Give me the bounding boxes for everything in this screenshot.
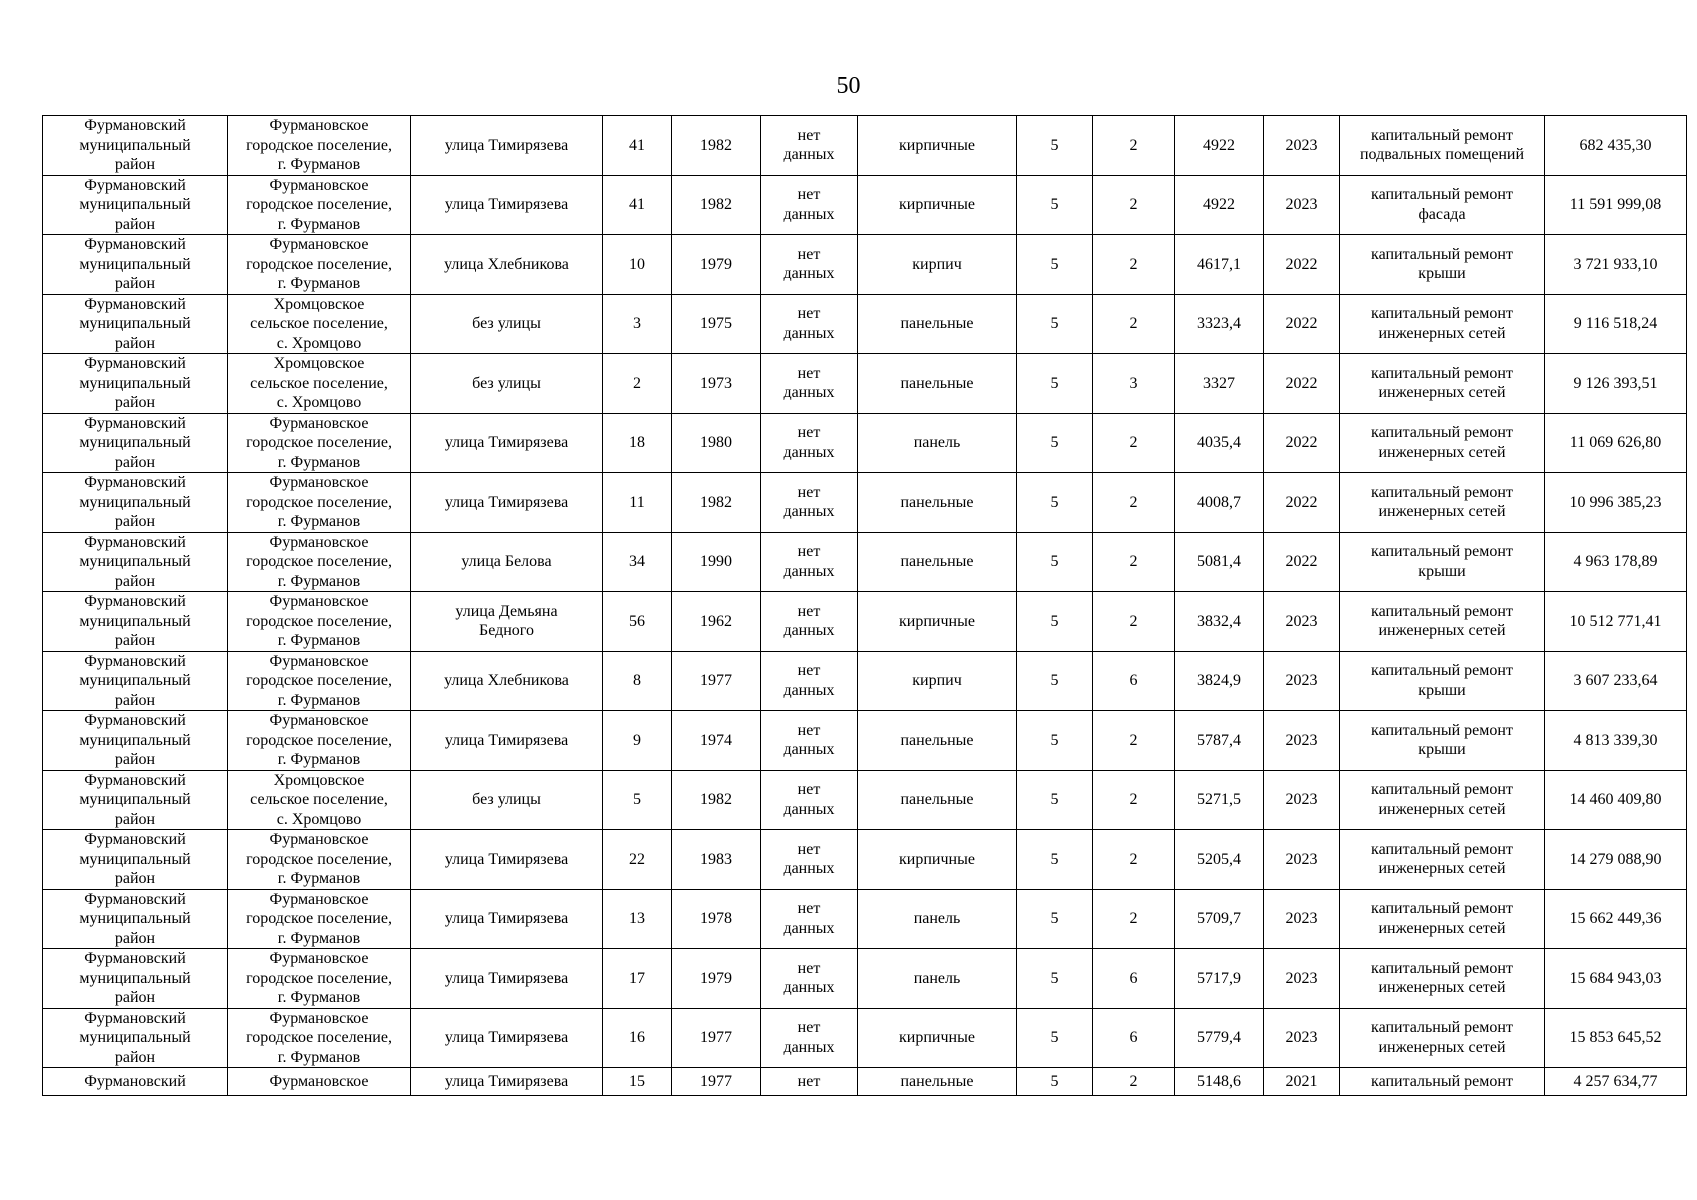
cell-entrances: 2 xyxy=(1093,473,1175,533)
cell-entrances: 6 xyxy=(1093,651,1175,711)
cell-repair-year: 2022 xyxy=(1264,473,1340,533)
cell-settlement: Фурмановское городское поселение, г. Фурманов xyxy=(228,711,411,771)
cell-entrances: 2 xyxy=(1093,770,1175,830)
cell-reconstruction-year: нет данных xyxy=(761,889,858,949)
cell-wall-material: кирпичные xyxy=(858,116,1017,176)
cell-floors: 5 xyxy=(1017,711,1093,771)
cell-area: 4035,4 xyxy=(1175,413,1264,473)
table-row xyxy=(43,1008,1687,1068)
cell-municipal-district: Фурмановский муниципальный район xyxy=(43,294,228,354)
cell-wall-material: кирпич xyxy=(858,651,1017,711)
cell-municipal-district: Фурмановский муниципальный район xyxy=(43,770,228,830)
cell-repair-year: 2023 xyxy=(1264,711,1340,771)
cell-repair-type: капитальный ремонт подвальных помещений xyxy=(1340,116,1545,176)
cell-entrances: 2 xyxy=(1093,116,1175,176)
cell-build-year: 1975 xyxy=(672,294,761,354)
cell-street: улица Тимирязева xyxy=(411,889,603,949)
cell-build-year: 1977 xyxy=(672,1008,761,1068)
cell-area: 4617,1 xyxy=(1175,235,1264,295)
cell-house-number: 10 xyxy=(603,235,672,295)
cell-settlement: Хромцовское сельское поселение, с. Хромцово xyxy=(228,770,411,830)
cell-repair-cost: 11 591 999,08 xyxy=(1545,175,1687,235)
cell-floors: 5 xyxy=(1017,473,1093,533)
cell-build-year: 1980 xyxy=(672,413,761,473)
cell-house-number: 2 xyxy=(603,354,672,414)
cell-repair-year: 2023 xyxy=(1264,592,1340,652)
table-row xyxy=(43,235,1687,295)
cell-area: 3323,4 xyxy=(1175,294,1264,354)
cell-street: улица Тимирязева xyxy=(411,116,603,176)
housing-repair-table xyxy=(42,115,1687,1096)
cell-area: 5779,4 xyxy=(1175,1008,1264,1068)
cell-house-number: 3 xyxy=(603,294,672,354)
cell-entrances: 6 xyxy=(1093,1008,1175,1068)
cell-municipal-district: Фурмановский муниципальный район xyxy=(43,532,228,592)
cell-wall-material: кирпичные xyxy=(858,175,1017,235)
cell-repair-cost: 682 435,30 xyxy=(1545,116,1687,176)
cell-entrances: 2 xyxy=(1093,294,1175,354)
cell-house-number: 8 xyxy=(603,651,672,711)
cell-wall-material: панельные xyxy=(858,354,1017,414)
cell-municipal-district: Фурмановский xyxy=(43,1068,228,1096)
cell-street: улица Тимирязева xyxy=(411,1008,603,1068)
cell-settlement: Фурмановское xyxy=(228,1068,411,1096)
cell-floors: 5 xyxy=(1017,1008,1093,1068)
cell-municipal-district: Фурмановский муниципальный район xyxy=(43,889,228,949)
cell-repair-type: капитальный ремонт инженерных сетей xyxy=(1340,1008,1545,1068)
cell-entrances: 2 xyxy=(1093,413,1175,473)
cell-street: улица Тимирязева xyxy=(411,830,603,890)
cell-area: 4922 xyxy=(1175,116,1264,176)
cell-build-year: 1974 xyxy=(672,711,761,771)
table-row xyxy=(43,651,1687,711)
cell-municipal-district: Фурмановский муниципальный район xyxy=(43,592,228,652)
cell-area: 5148,6 xyxy=(1175,1068,1264,1096)
cell-settlement: Фурмановское городское поселение, г. Фурманов xyxy=(228,235,411,295)
cell-repair-cost: 15 662 449,36 xyxy=(1545,889,1687,949)
cell-entrances: 2 xyxy=(1093,889,1175,949)
cell-repair-year: 2022 xyxy=(1264,354,1340,414)
cell-municipal-district: Фурмановский муниципальный район xyxy=(43,651,228,711)
cell-repair-cost: 10 996 385,23 xyxy=(1545,473,1687,533)
cell-build-year: 1962 xyxy=(672,592,761,652)
cell-street: улица Тимирязева xyxy=(411,473,603,533)
cell-house-number: 13 xyxy=(603,889,672,949)
cell-wall-material: панельные xyxy=(858,532,1017,592)
cell-reconstruction-year: нет данных xyxy=(761,116,858,176)
cell-entrances: 2 xyxy=(1093,235,1175,295)
cell-floors: 5 xyxy=(1017,116,1093,176)
cell-entrances: 2 xyxy=(1093,830,1175,890)
cell-house-number: 11 xyxy=(603,473,672,533)
cell-settlement: Фурмановское городское поселение, г. Фурманов xyxy=(228,830,411,890)
cell-settlement: Фурмановское городское поселение, г. Фурманов xyxy=(228,592,411,652)
cell-repair-cost: 11 069 626,80 xyxy=(1545,413,1687,473)
cell-reconstruction-year: нет данных xyxy=(761,949,858,1009)
cell-repair-cost: 3 607 233,64 xyxy=(1545,651,1687,711)
cell-settlement: Фурмановское городское поселение, г. Фурманов xyxy=(228,413,411,473)
cell-repair-type: капитальный ремонт крыши xyxy=(1340,235,1545,295)
cell-repair-type: капитальный ремонт инженерных сетей xyxy=(1340,592,1545,652)
cell-house-number: 9 xyxy=(603,711,672,771)
table-row xyxy=(43,889,1687,949)
cell-floors: 5 xyxy=(1017,592,1093,652)
table-row xyxy=(43,413,1687,473)
cell-wall-material: панельные xyxy=(858,1068,1017,1096)
cell-build-year: 1982 xyxy=(672,175,761,235)
cell-reconstruction-year: нет данных xyxy=(761,413,858,473)
cell-settlement: Фурмановское городское поселение, г. Фурманов xyxy=(228,651,411,711)
cell-entrances: 2 xyxy=(1093,1068,1175,1096)
cell-repair-year: 2023 xyxy=(1264,116,1340,176)
cell-repair-type: капитальный ремонт инженерных сетей xyxy=(1340,294,1545,354)
cell-reconstruction-year: нет данных xyxy=(761,294,858,354)
cell-house-number: 22 xyxy=(603,830,672,890)
cell-street: улица Демьяна Бедного xyxy=(411,592,603,652)
cell-municipal-district: Фурмановский муниципальный район xyxy=(43,949,228,1009)
cell-reconstruction-year: нет данных xyxy=(761,354,858,414)
cell-reconstruction-year: нет данных xyxy=(761,711,858,771)
cell-floors: 5 xyxy=(1017,413,1093,473)
table-body xyxy=(43,116,1687,1096)
cell-municipal-district: Фурмановский муниципальный район xyxy=(43,354,228,414)
table-row xyxy=(43,711,1687,771)
table-row xyxy=(43,473,1687,533)
cell-wall-material: панельные xyxy=(858,294,1017,354)
cell-build-year: 1983 xyxy=(672,830,761,890)
cell-repair-type: капитальный ремонт инженерных сетей xyxy=(1340,413,1545,473)
table-row xyxy=(43,949,1687,1009)
cell-street: улица Тимирязева xyxy=(411,949,603,1009)
cell-reconstruction-year: нет данных xyxy=(761,473,858,533)
cell-area: 4008,7 xyxy=(1175,473,1264,533)
cell-repair-type: капитальный ремонт крыши xyxy=(1340,711,1545,771)
cell-repair-cost: 15 853 645,52 xyxy=(1545,1008,1687,1068)
cell-reconstruction-year: нет xyxy=(761,1068,858,1096)
cell-build-year: 1977 xyxy=(672,1068,761,1096)
cell-wall-material: панельные xyxy=(858,770,1017,830)
cell-wall-material: панель xyxy=(858,949,1017,1009)
table-row xyxy=(43,294,1687,354)
cell-house-number: 5 xyxy=(603,770,672,830)
cell-build-year: 1978 xyxy=(672,889,761,949)
cell-repair-type: капитальный ремонт инженерных сетей xyxy=(1340,473,1545,533)
cell-floors: 5 xyxy=(1017,532,1093,592)
cell-repair-year: 2022 xyxy=(1264,294,1340,354)
cell-repair-year: 2023 xyxy=(1264,651,1340,711)
cell-repair-cost: 15 684 943,03 xyxy=(1545,949,1687,1009)
cell-settlement: Фурмановское городское поселение, г. Фурманов xyxy=(228,116,411,176)
cell-area: 5709,7 xyxy=(1175,889,1264,949)
cell-repair-year: 2023 xyxy=(1264,889,1340,949)
cell-build-year: 1982 xyxy=(672,116,761,176)
cell-street: без улицы xyxy=(411,294,603,354)
cell-reconstruction-year: нет данных xyxy=(761,651,858,711)
cell-wall-material: панель xyxy=(858,889,1017,949)
cell-house-number: 16 xyxy=(603,1008,672,1068)
cell-floors: 5 xyxy=(1017,770,1093,830)
cell-build-year: 1982 xyxy=(672,770,761,830)
cell-street: без улицы xyxy=(411,354,603,414)
cell-settlement: Хромцовское сельское поселение, с. Хромцово xyxy=(228,294,411,354)
cell-street: улица Хлебникова xyxy=(411,235,603,295)
cell-entrances: 2 xyxy=(1093,532,1175,592)
cell-repair-type: капитальный ремонт крыши xyxy=(1340,651,1545,711)
cell-wall-material: кирпичные xyxy=(858,830,1017,890)
cell-repair-type: капитальный ремонт крыши xyxy=(1340,532,1545,592)
cell-repair-cost: 9 116 518,24 xyxy=(1545,294,1687,354)
cell-municipal-district: Фурмановский муниципальный район xyxy=(43,235,228,295)
cell-wall-material: кирпичные xyxy=(858,592,1017,652)
cell-street: без улицы xyxy=(411,770,603,830)
cell-repair-cost: 3 721 933,10 xyxy=(1545,235,1687,295)
cell-entrances: 2 xyxy=(1093,711,1175,771)
cell-street: улица Белова xyxy=(411,532,603,592)
table-row xyxy=(43,830,1687,890)
cell-settlement: Фурмановское городское поселение, г. Фурманов xyxy=(228,175,411,235)
cell-area: 5205,4 xyxy=(1175,830,1264,890)
table-row xyxy=(43,354,1687,414)
cell-municipal-district: Фурмановский муниципальный район xyxy=(43,1008,228,1068)
cell-entrances: 3 xyxy=(1093,354,1175,414)
cell-house-number: 18 xyxy=(603,413,672,473)
cell-reconstruction-year: нет данных xyxy=(761,770,858,830)
cell-floors: 5 xyxy=(1017,651,1093,711)
cell-house-number: 15 xyxy=(603,1068,672,1096)
cell-floors: 5 xyxy=(1017,889,1093,949)
cell-floors: 5 xyxy=(1017,949,1093,1009)
cell-area: 3832,4 xyxy=(1175,592,1264,652)
cell-settlement: Фурмановское городское поселение, г. Фурманов xyxy=(228,1008,411,1068)
cell-repair-cost: 14 279 088,90 xyxy=(1545,830,1687,890)
table-row xyxy=(43,175,1687,235)
cell-reconstruction-year: нет данных xyxy=(761,830,858,890)
cell-settlement: Фурмановское городское поселение, г. Фурманов xyxy=(228,473,411,533)
cell-wall-material: кирпичные xyxy=(858,1008,1017,1068)
cell-repair-cost: 14 460 409,80 xyxy=(1545,770,1687,830)
cell-repair-type: капитальный ремонт инженерных сетей xyxy=(1340,889,1545,949)
cell-repair-type: капитальный ремонт xyxy=(1340,1068,1545,1096)
cell-street: улица Тимирязева xyxy=(411,413,603,473)
table-row xyxy=(43,532,1687,592)
cell-entrances: 6 xyxy=(1093,949,1175,1009)
cell-build-year: 1990 xyxy=(672,532,761,592)
cell-municipal-district: Фурмановский муниципальный район xyxy=(43,711,228,771)
cell-reconstruction-year: нет данных xyxy=(761,532,858,592)
cell-street: улица Тимирязева xyxy=(411,175,603,235)
cell-municipal-district: Фурмановский муниципальный район xyxy=(43,830,228,890)
cell-entrances: 2 xyxy=(1093,592,1175,652)
cell-area: 5787,4 xyxy=(1175,711,1264,771)
cell-municipal-district: Фурмановский муниципальный район xyxy=(43,473,228,533)
cell-house-number: 17 xyxy=(603,949,672,1009)
cell-floors: 5 xyxy=(1017,830,1093,890)
cell-build-year: 1977 xyxy=(672,651,761,711)
cell-wall-material: панель xyxy=(858,413,1017,473)
cell-area: 3327 xyxy=(1175,354,1264,414)
cell-house-number: 41 xyxy=(603,175,672,235)
cell-repair-cost: 4 257 634,77 xyxy=(1545,1068,1687,1096)
cell-repair-year: 2023 xyxy=(1264,770,1340,830)
cell-repair-cost: 9 126 393,51 xyxy=(1545,354,1687,414)
cell-area: 4922 xyxy=(1175,175,1264,235)
cell-area: 5717,9 xyxy=(1175,949,1264,1009)
table-row xyxy=(43,1068,1687,1096)
cell-repair-year: 2021 xyxy=(1264,1068,1340,1096)
cell-repair-type: капитальный ремонт инженерных сетей xyxy=(1340,830,1545,890)
cell-settlement: Фурмановское городское поселение, г. Фурманов xyxy=(228,949,411,1009)
cell-floors: 5 xyxy=(1017,1068,1093,1096)
cell-house-number: 56 xyxy=(603,592,672,652)
cell-municipal-district: Фурмановский муниципальный район xyxy=(43,413,228,473)
cell-wall-material: панельные xyxy=(858,473,1017,533)
cell-floors: 5 xyxy=(1017,175,1093,235)
cell-wall-material: кирпич xyxy=(858,235,1017,295)
cell-municipal-district: Фурмановский муниципальный район xyxy=(43,116,228,176)
page-number: 50 xyxy=(836,73,861,99)
cell-floors: 5 xyxy=(1017,354,1093,414)
cell-repair-year: 2022 xyxy=(1264,413,1340,473)
cell-repair-cost: 4 813 339,30 xyxy=(1545,711,1687,771)
cell-repair-cost: 4 963 178,89 xyxy=(1545,532,1687,592)
table-row xyxy=(43,116,1687,176)
cell-wall-material: панельные xyxy=(858,711,1017,771)
cell-reconstruction-year: нет данных xyxy=(761,175,858,235)
cell-area: 3824,9 xyxy=(1175,651,1264,711)
cell-repair-type: капитальный ремонт инженерных сетей xyxy=(1340,354,1545,414)
cell-reconstruction-year: нет данных xyxy=(761,235,858,295)
cell-entrances: 2 xyxy=(1093,175,1175,235)
cell-repair-year: 2022 xyxy=(1264,235,1340,295)
cell-build-year: 1979 xyxy=(672,949,761,1009)
cell-settlement: Хромцовское сельское поселение, с. Хромцово xyxy=(228,354,411,414)
cell-street: улица Хлебникова xyxy=(411,651,603,711)
cell-settlement: Фурмановское городское поселение, г. Фурманов xyxy=(228,532,411,592)
cell-reconstruction-year: нет данных xyxy=(761,1008,858,1068)
cell-repair-type: капитальный ремонт фасада xyxy=(1340,175,1545,235)
cell-floors: 5 xyxy=(1017,235,1093,295)
cell-repair-type: капитальный ремонт инженерных сетей xyxy=(1340,949,1545,1009)
cell-street: улица Тимирязева xyxy=(411,1068,603,1096)
cell-repair-year: 2022 xyxy=(1264,532,1340,592)
cell-reconstruction-year: нет данных xyxy=(761,592,858,652)
cell-area: 5271,5 xyxy=(1175,770,1264,830)
cell-settlement: Фурмановское городское поселение, г. Фурманов xyxy=(228,889,411,949)
cell-repair-year: 2023 xyxy=(1264,830,1340,890)
cell-build-year: 1982 xyxy=(672,473,761,533)
cell-build-year: 1973 xyxy=(672,354,761,414)
cell-municipal-district: Фурмановский муниципальный район xyxy=(43,175,228,235)
cell-repair-type: капитальный ремонт инженерных сетей xyxy=(1340,770,1545,830)
table-row xyxy=(43,770,1687,830)
cell-house-number: 41 xyxy=(603,116,672,176)
cell-repair-year: 2023 xyxy=(1264,1008,1340,1068)
cell-floors: 5 xyxy=(1017,294,1093,354)
cell-build-year: 1979 xyxy=(672,235,761,295)
cell-area: 5081,4 xyxy=(1175,532,1264,592)
cell-house-number: 34 xyxy=(603,532,672,592)
table-row xyxy=(43,592,1687,652)
cell-repair-year: 2023 xyxy=(1264,175,1340,235)
cell-street: улица Тимирязева xyxy=(411,711,603,771)
cell-repair-cost: 10 512 771,41 xyxy=(1545,592,1687,652)
cell-repair-year: 2023 xyxy=(1264,949,1340,1009)
